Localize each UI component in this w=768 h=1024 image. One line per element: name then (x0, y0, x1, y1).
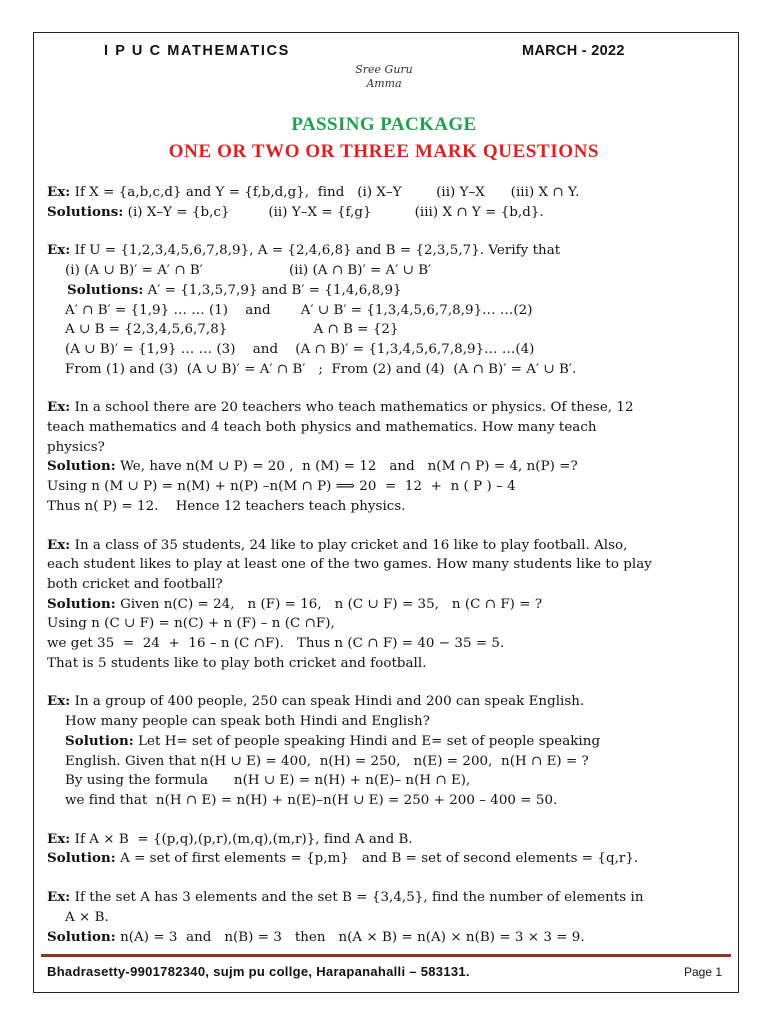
line-text: (A ∪ B)′ = {1,9} … … (3) and (A ∩ B)′ = {1,3,4,5,6,7,8,9}… …(4) (65, 341, 535, 357)
text-line (47, 771, 727, 791)
text-line (47, 928, 727, 948)
text-line (47, 261, 727, 281)
text-line (47, 849, 727, 869)
line-text: If X = {a,b,c,d} and Y = {f,b,d,g}, find (i) X–Y (ii) Y–X (iii) X ∩ Y. (70, 185, 580, 200)
text-line (47, 595, 727, 615)
line-label: Ex: (47, 536, 71, 553)
line-text: In a school there are 20 teachers who teach mathematics or physics. Of these, 12 (70, 400, 634, 416)
line-text: (i) X–Y = {b,c} (ii) Y–X = {f,g} (iii) X ∩ Y = {b,d}. (123, 204, 544, 220)
signature-line-2: Amma (366, 77, 402, 90)
text-line (47, 418, 727, 438)
line-text: each student likes to play at least one of the two games. How many students like to play (47, 557, 652, 573)
line-text: Thus n( P) = 12. Hence 12 teachers teach physics. (47, 498, 406, 514)
header-subject: I P U C MATHEMATICS (104, 43, 290, 59)
header-date: MARCH - 2022 (522, 43, 625, 59)
text-line (47, 752, 727, 772)
text-line (47, 732, 727, 752)
text-line (47, 575, 727, 595)
line-text: We, have n(M ∪ P) = 20 , n (M) = 12 and n(M ∩ P) = 4, n(P) =? (115, 459, 578, 475)
line-label: Solutions: (47, 203, 124, 220)
line-text: From (1) and (3) (A ∪ B)′ = A′ ∩ B′ ; From (2) and (4) (A ∩ B)′ = A′ ∪ B′. (65, 361, 577, 377)
line-label: Solution: (47, 928, 116, 945)
text-line (47, 654, 727, 674)
line-text: teach mathematics and 4 teach both physics and mathematics. How many teach (47, 420, 597, 436)
line-text: Using n (M ∪ P) = n(M) + n(P) –n(M ∩ P) ⟹ 20 = 12 + n ( P ) – 4 (47, 479, 516, 495)
line-text: If the set A has 3 elements and the set B = {3,4,5}, find the number of elements in (70, 890, 644, 906)
line-text: A × B. (65, 909, 109, 925)
title-mark-questions: ONE OR TWO OR THREE MARK QUESTIONS (168, 141, 600, 162)
line-label: Ex: (47, 242, 71, 259)
line-text: In a class of 35 students, 24 like to play cricket and 16 like to play football. Also, (70, 537, 628, 553)
line-label: Ex: (47, 399, 71, 416)
line-text: A ∪ B = {2,3,4,5,6,7,8} A ∩ B = {2} (65, 322, 399, 338)
line-text: English. Given that n(H ∪ E) = 400, n(H) = 250, n(E) = 200, n(H ∩ E) = ? (65, 753, 589, 769)
line-text: both cricket and football? (47, 576, 223, 592)
text-line (47, 908, 727, 928)
section-gap (47, 379, 727, 398)
text-line (47, 712, 727, 732)
line-label: Ex: (47, 889, 71, 906)
line-text: In a group of 400 people, 250 can speak Hindi and 200 can speak English. (70, 694, 585, 710)
text-line (47, 438, 727, 458)
text-line (47, 477, 727, 497)
text-line (47, 281, 727, 301)
text-line (47, 614, 727, 634)
header-signature (0, 63, 768, 91)
section-gap (47, 517, 727, 536)
footer-rule (41, 954, 731, 957)
line-label: Solution: (47, 850, 116, 867)
section-gap (47, 673, 727, 692)
line-text: we find that n(H ∩ E) = n(H) + n(E)–n(H ∪ E) = 250 + 200 – 400 = 50. (65, 792, 558, 808)
line-label: Solutions: (67, 281, 144, 298)
line-label: Solution: (65, 732, 134, 749)
text-line (47, 888, 727, 908)
text-line (47, 360, 727, 380)
line-label: Ex: (47, 693, 71, 710)
signature-line-1: Sree Guru (355, 63, 413, 76)
section-gap (47, 811, 727, 830)
line-label: Solution: (47, 595, 116, 612)
line-text: If U = {1,2,3,4,5,6,7,8,9}, A = {2,4,6,8} and B = {2,3,5,7}. Verify that (70, 243, 561, 259)
footer-author: Bhadrasetty-9901782340, sujm pu collge, Harapanahalli – 583131. (47, 964, 470, 979)
line-text: If A × B = {(p,q),(p,r),(m,q),(m,r)}, find A and B. (70, 831, 413, 847)
line-text: Let H= set of people speaking Hindi and E= set of people speaking (133, 733, 601, 749)
line-text: How many people can speak both Hindi and English? (65, 714, 430, 730)
section-gap (47, 222, 727, 241)
text-line (47, 497, 727, 517)
text-line (47, 692, 727, 712)
line-label: Ex: (47, 830, 71, 847)
line-text: Given n(C) = 24, n (F) = 16, n (C ∪ F) = 35, n (C ∩ F) = ? (115, 596, 543, 612)
page-number: Page 1 (684, 965, 723, 979)
section-gap (47, 869, 727, 888)
line-text: we get 35 = 24 + 16 – n (C ∩F). Thus n (C ∩ F) = 40 − 35 = 5. (47, 636, 505, 652)
line-text: physics? (47, 439, 105, 455)
line-text: (i) (A ∪ B)′ = A′ ∩ B′ (ii) (A ∩ B)′ = A′ ∪ B′ (65, 263, 432, 279)
text-line (47, 301, 727, 321)
line-text: That is 5 students like to play both cricket and football. (47, 655, 427, 671)
text-line (47, 340, 727, 360)
text-line (47, 320, 727, 340)
text-line (47, 241, 727, 261)
text-line (47, 183, 727, 203)
text-line (47, 203, 727, 223)
line-text: Using n (C ∪ F) = n(C) + n (F) – n (C ∩F), (47, 616, 335, 632)
line-text: By using the formula n(H ∪ E) = n(H) + n(E)– n(H ∩ E), (65, 773, 471, 789)
text-line (47, 555, 727, 575)
text-line (47, 830, 727, 850)
line-text: A′ = {1,3,5,7,9} and B′ = {1,4,6,8,9} (143, 282, 402, 298)
line-text: A = set of first elements = {p,m} and B = set of second elements = {q,r}. (115, 851, 639, 867)
text-line (47, 634, 727, 654)
line-text: A′ ∩ B′ = {1,9} … … (1) and A′ ∪ B′ = {1,3,4,5,6,7,8,9}… …(2) (65, 302, 533, 318)
text-line (47, 398, 727, 418)
text-line (47, 536, 727, 556)
line-text: n(A) = 3 and n(B) = 3 then n(A × B) = n(A) × n(B) = 3 × 3 = 9. (115, 929, 585, 945)
line-label: Solution: (47, 458, 116, 475)
line-label: Ex: (47, 184, 71, 200)
questions-body (47, 183, 727, 947)
text-line (47, 791, 727, 811)
text-line (47, 457, 727, 477)
title-passing-package: PASSING PACKAGE (291, 114, 477, 135)
